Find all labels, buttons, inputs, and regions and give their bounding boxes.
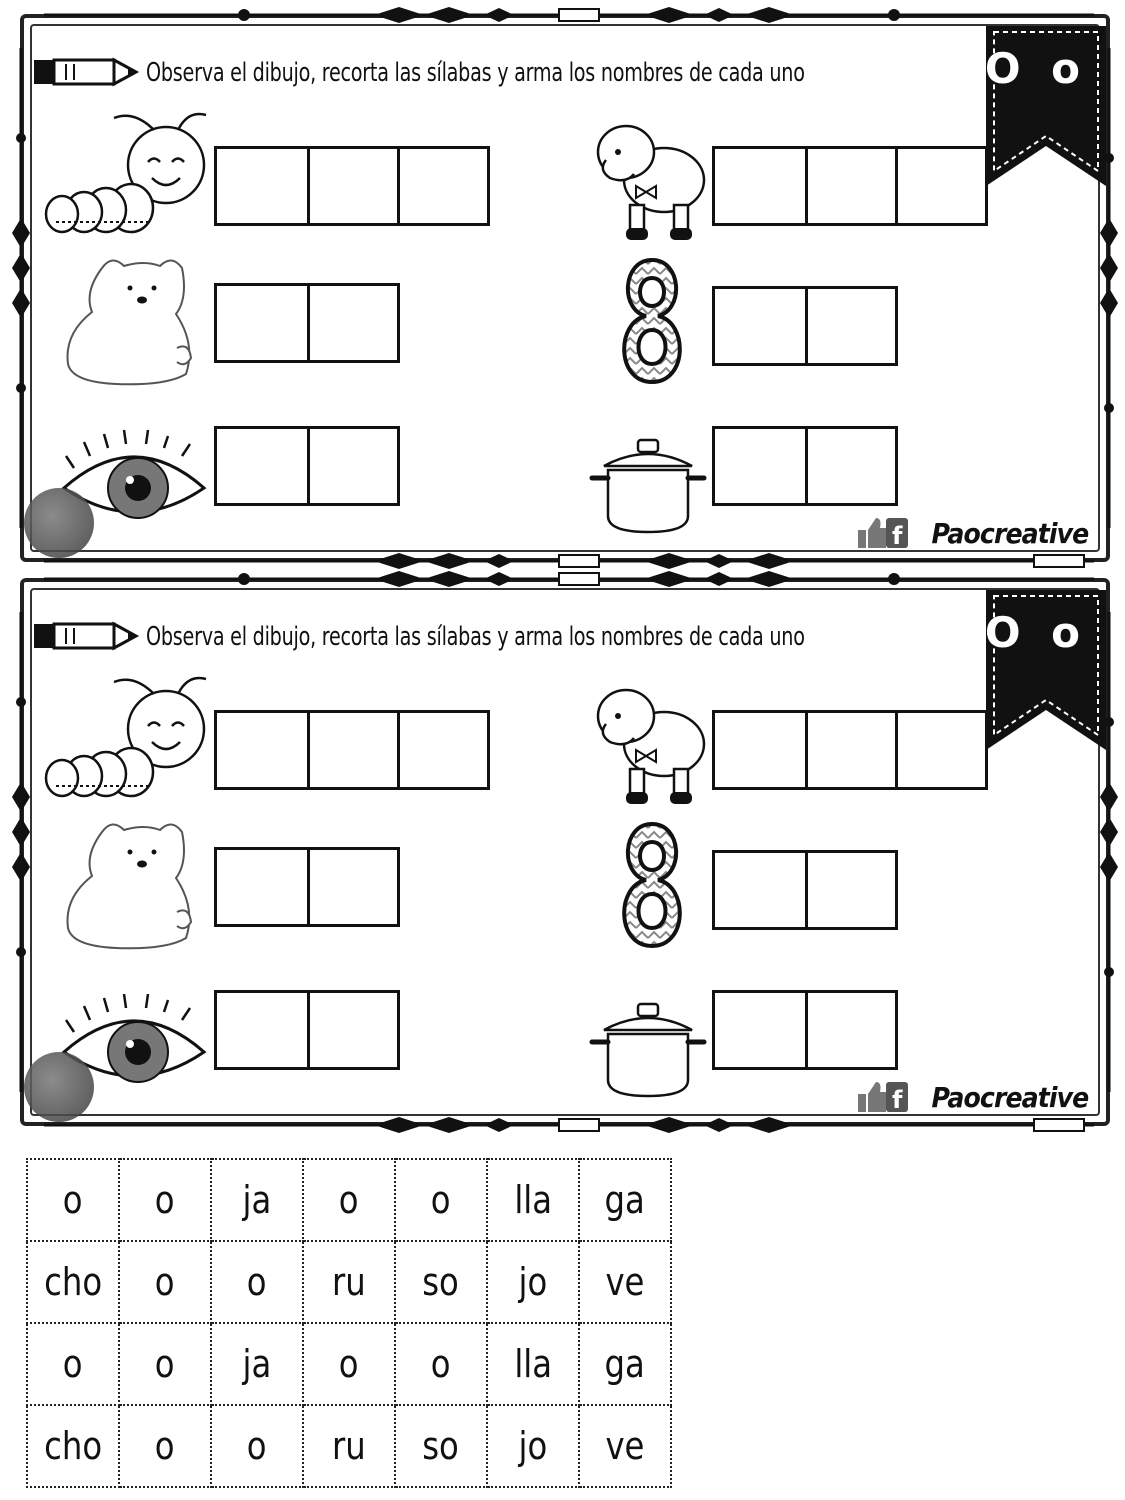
syllable-text: lla bbox=[514, 1178, 552, 1222]
syllable-card[interactable] bbox=[487, 1323, 579, 1405]
syllable-card[interactable] bbox=[303, 1241, 395, 1323]
syllable-row bbox=[27, 1159, 671, 1241]
syllable-text: ru bbox=[332, 1260, 366, 1304]
answer-boxes-bear bbox=[214, 847, 400, 927]
syllable-card[interactable] bbox=[395, 1241, 487, 1323]
syllable-text: jo bbox=[518, 1260, 548, 1304]
syllable-text: o bbox=[339, 1342, 359, 1386]
answer-box[interactable] bbox=[307, 850, 397, 924]
syllable-text: o bbox=[155, 1260, 175, 1304]
syllable-text: ve bbox=[605, 1260, 645, 1304]
syllable-card[interactable] bbox=[303, 1405, 395, 1487]
bear-icon bbox=[62, 812, 212, 952]
instruction-text: Observa el dibujo, recorta las sílabas y arma los nombres de cada uno bbox=[146, 622, 805, 652]
bear-icon bbox=[62, 248, 212, 388]
answer-box[interactable] bbox=[217, 286, 307, 360]
brand-name: Paocreative bbox=[931, 1080, 1088, 1114]
pencil-icon bbox=[32, 56, 140, 88]
answer-box[interactable] bbox=[805, 853, 895, 927]
answer-boxes-eight bbox=[712, 850, 898, 930]
answer-box[interactable] bbox=[805, 713, 895, 787]
syllable-card[interactable] bbox=[211, 1159, 303, 1241]
syllable-text: ga bbox=[604, 1178, 646, 1222]
sheep-icon bbox=[586, 674, 711, 809]
syllable-text: ja bbox=[242, 1342, 272, 1386]
syllable-card[interactable] bbox=[211, 1405, 303, 1487]
answer-box[interactable] bbox=[715, 429, 805, 503]
syllable-row bbox=[27, 1323, 671, 1405]
decorative-border-top bbox=[44, 568, 1094, 590]
brand-name: Paocreative bbox=[931, 516, 1088, 550]
syllable-text: o bbox=[431, 1178, 451, 1222]
answer-box[interactable] bbox=[217, 993, 307, 1067]
caterpillar-icon bbox=[36, 110, 216, 240]
syllable-card[interactable] bbox=[27, 1323, 119, 1405]
answer-box[interactable] bbox=[715, 853, 805, 927]
pot-icon bbox=[586, 1000, 711, 1100]
answer-box[interactable] bbox=[715, 289, 805, 363]
answer-box[interactable] bbox=[397, 713, 487, 787]
syllable-card[interactable] bbox=[395, 1405, 487, 1487]
syllable-text: o bbox=[247, 1260, 267, 1304]
answer-box[interactable] bbox=[805, 429, 895, 503]
syllable-text: ga bbox=[604, 1342, 646, 1386]
letter-badge: O o bbox=[984, 44, 1088, 93]
answer-boxes-pot bbox=[712, 990, 898, 1070]
brand-watermark bbox=[854, 516, 1088, 550]
facebook-like-icon bbox=[854, 1080, 910, 1114]
answer-box[interactable] bbox=[805, 289, 895, 363]
syllable-card[interactable] bbox=[579, 1323, 671, 1405]
syllable-card[interactable] bbox=[487, 1405, 579, 1487]
answer-boxes-bear bbox=[214, 283, 400, 363]
answer-boxes-eye bbox=[214, 426, 400, 506]
syllable-row bbox=[27, 1405, 671, 1487]
answer-box[interactable] bbox=[307, 713, 397, 787]
svg-text:f: f bbox=[891, 522, 903, 550]
worksheet-card-2 bbox=[20, 578, 1110, 1126]
syllable-text: o bbox=[155, 1342, 175, 1386]
worksheet-card-1 bbox=[20, 14, 1110, 562]
syllable-text: o bbox=[431, 1342, 451, 1386]
syllable-card[interactable] bbox=[119, 1405, 211, 1487]
syllable-text: jo bbox=[518, 1424, 548, 1468]
syllable-text: o bbox=[155, 1178, 175, 1222]
brand-watermark bbox=[854, 1080, 1088, 1114]
svg-text:f: f bbox=[891, 1086, 903, 1114]
answer-boxes-caterpillar bbox=[214, 146, 490, 226]
syllable-card[interactable] bbox=[119, 1159, 211, 1241]
syllable-cutout-sheet bbox=[26, 1158, 672, 1488]
answer-box[interactable] bbox=[397, 149, 487, 223]
answer-box[interactable] bbox=[805, 993, 895, 1067]
answer-box[interactable] bbox=[217, 429, 307, 503]
sheep-icon bbox=[586, 110, 711, 245]
caterpillar-icon bbox=[36, 674, 216, 804]
decorative-border-top bbox=[44, 4, 1094, 26]
syllable-row bbox=[27, 1241, 671, 1323]
syllable-card[interactable] bbox=[211, 1323, 303, 1405]
answer-box[interactable] bbox=[715, 149, 805, 223]
facebook-like-icon bbox=[854, 516, 910, 550]
answer-boxes-sheep bbox=[712, 146, 988, 226]
decorative-border-left bbox=[10, 48, 32, 528]
decorative-border-bottom bbox=[44, 1114, 1094, 1136]
letter-badge: O o bbox=[984, 608, 1088, 657]
syllable-text: ja bbox=[242, 1178, 272, 1222]
school-logo-icon bbox=[24, 1052, 94, 1122]
syllable-card[interactable] bbox=[303, 1159, 395, 1241]
answer-box[interactable] bbox=[307, 149, 397, 223]
syllable-text: ru bbox=[332, 1424, 366, 1468]
syllable-card[interactable] bbox=[27, 1159, 119, 1241]
answer-boxes-caterpillar bbox=[214, 710, 490, 790]
answer-boxes-eye bbox=[214, 990, 400, 1070]
answer-box[interactable] bbox=[715, 993, 805, 1067]
answer-box[interactable] bbox=[895, 149, 985, 223]
answer-box[interactable] bbox=[805, 149, 895, 223]
syllable-card[interactable] bbox=[487, 1159, 579, 1241]
syllable-text: ve bbox=[605, 1424, 645, 1468]
syllable-card[interactable] bbox=[27, 1241, 119, 1323]
answer-boxes-eight bbox=[712, 286, 898, 366]
answer-box[interactable] bbox=[217, 713, 307, 787]
school-logo-icon bbox=[24, 488, 94, 558]
number-eight-icon bbox=[612, 256, 692, 386]
number-eight-icon bbox=[612, 820, 692, 950]
instruction-text: Observa el dibujo, recorta las sílabas y arma los nombres de cada uno bbox=[146, 58, 805, 88]
syllable-text: o bbox=[247, 1424, 267, 1468]
syllable-text: o bbox=[155, 1424, 175, 1468]
syllable-card[interactable] bbox=[119, 1241, 211, 1323]
answer-box[interactable] bbox=[307, 993, 397, 1067]
pot-icon bbox=[586, 436, 711, 536]
syllable-card[interactable] bbox=[579, 1241, 671, 1323]
answer-box[interactable] bbox=[217, 149, 307, 223]
syllable-text: cho bbox=[43, 1424, 102, 1468]
answer-box[interactable] bbox=[217, 850, 307, 924]
syllable-text: cho bbox=[43, 1260, 102, 1304]
syllable-text: o bbox=[63, 1178, 83, 1222]
syllable-card[interactable] bbox=[487, 1241, 579, 1323]
syllable-text: so bbox=[422, 1260, 460, 1304]
answer-box[interactable] bbox=[307, 286, 397, 360]
answer-box[interactable] bbox=[715, 713, 805, 787]
syllable-text: o bbox=[339, 1178, 359, 1222]
syllable-card[interactable] bbox=[395, 1159, 487, 1241]
syllable-card[interactable] bbox=[395, 1323, 487, 1405]
syllable-card[interactable] bbox=[27, 1405, 119, 1487]
syllable-card[interactable] bbox=[303, 1323, 395, 1405]
answer-box[interactable] bbox=[307, 429, 397, 503]
syllable-card[interactable] bbox=[211, 1241, 303, 1323]
answer-boxes-sheep bbox=[712, 710, 988, 790]
syllable-card[interactable] bbox=[579, 1159, 671, 1241]
decorative-border-left bbox=[10, 612, 32, 1092]
syllable-text: o bbox=[63, 1342, 83, 1386]
syllable-text: so bbox=[422, 1424, 460, 1468]
syllable-card[interactable] bbox=[579, 1405, 671, 1487]
syllable-card[interactable] bbox=[119, 1323, 211, 1405]
answer-box[interactable] bbox=[895, 713, 985, 787]
answer-boxes-pot bbox=[712, 426, 898, 506]
syllable-text: lla bbox=[514, 1342, 552, 1386]
pencil-icon bbox=[32, 620, 140, 652]
